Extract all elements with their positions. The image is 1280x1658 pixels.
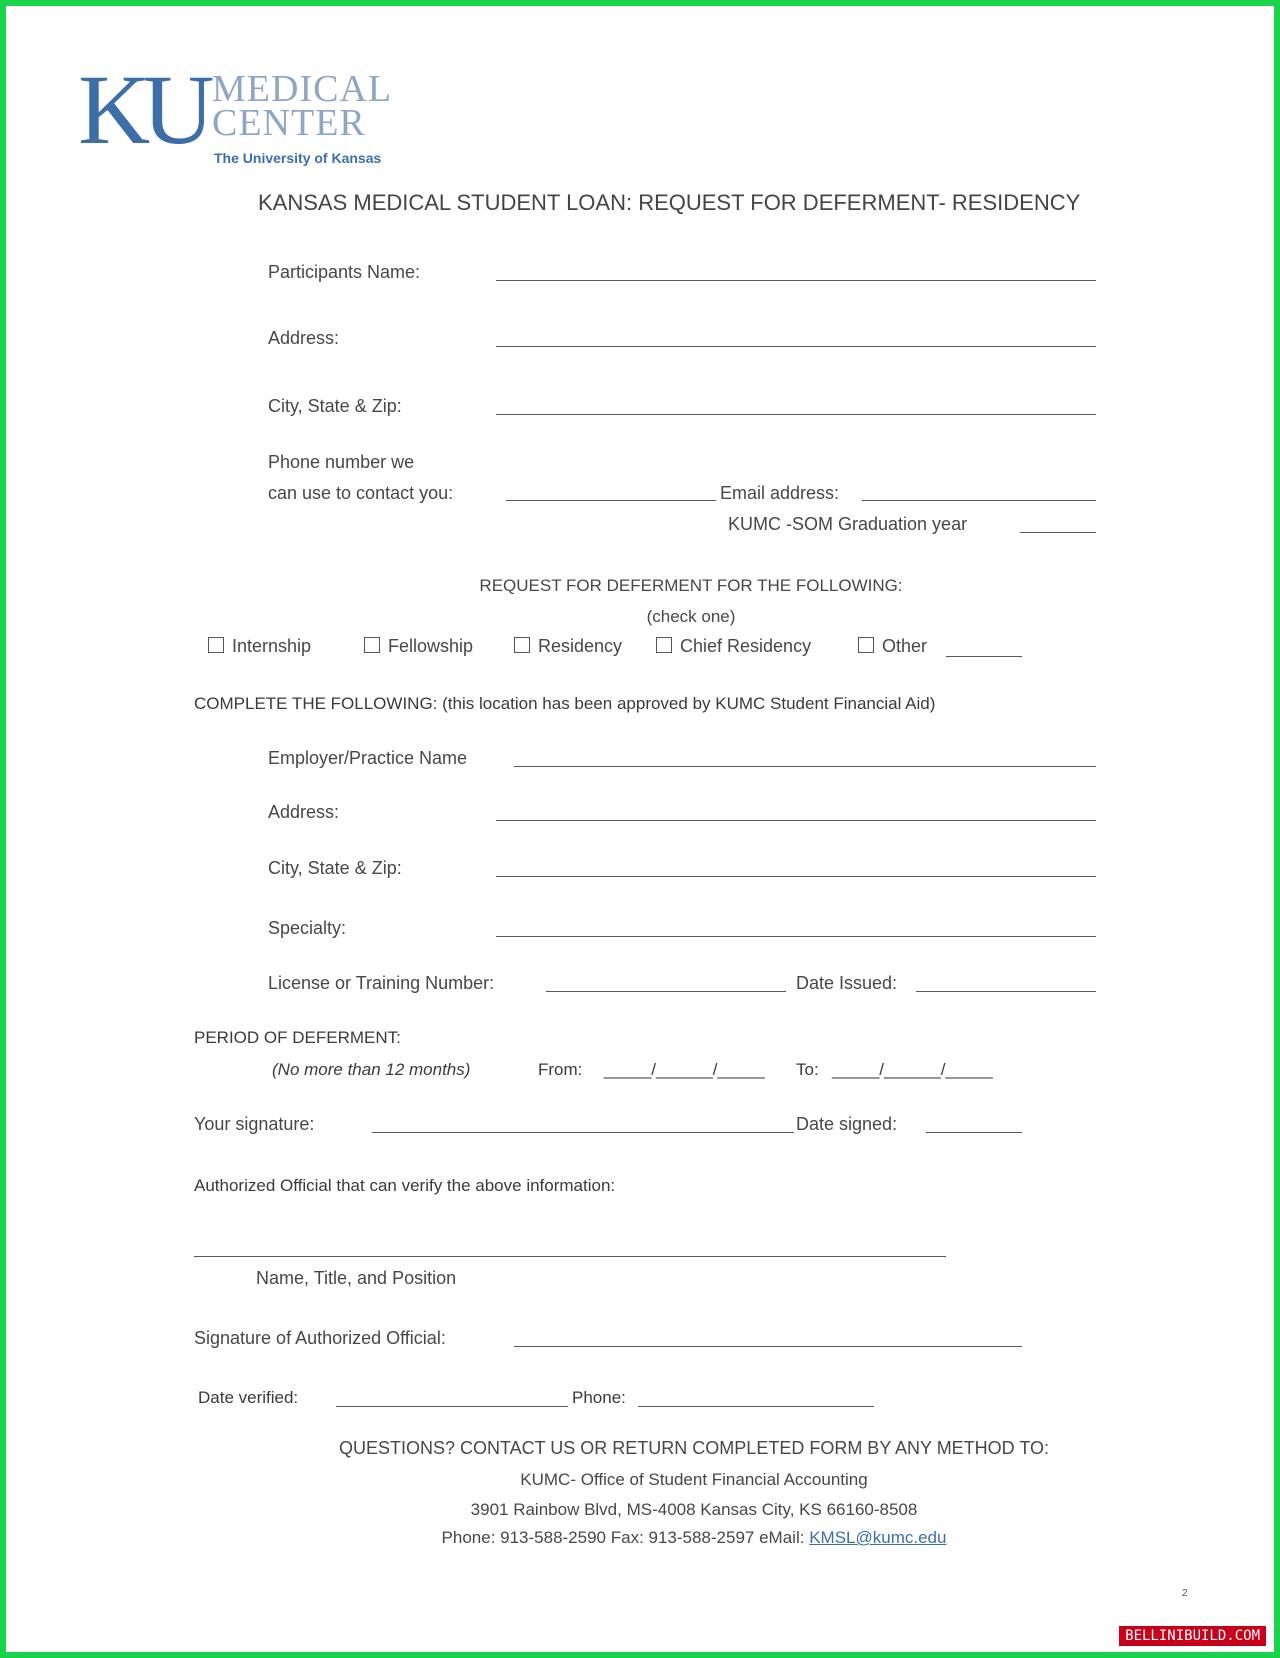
official-signature-label: Signature of Authorized Official:: [194, 1328, 446, 1348]
email-field[interactable]: [862, 500, 1096, 501]
graduation-year-field[interactable]: [1020, 532, 1096, 533]
employer-city-label: City, State & Zip:: [268, 858, 402, 878]
email-label: Email address:: [720, 483, 840, 503]
checkbox-other[interactable]: [858, 637, 874, 653]
license-label: License or Training Number:: [268, 973, 495, 993]
complete-section: [194, 694, 935, 714]
date-verified-field[interactable]: [336, 1406, 568, 1407]
option-other[interactable]: [858, 636, 927, 657]
logo-line-2: CENTER: [212, 102, 366, 144]
phone-field[interactable]: [506, 500, 716, 501]
page-number: 2: [1182, 1588, 1188, 1599]
option-internship-label: Internship: [232, 636, 312, 656]
participant-city-field[interactable]: [496, 414, 1096, 415]
checkbox-chief-residency[interactable]: [656, 637, 672, 653]
option-chief-residency-label: Chief Residency: [680, 636, 812, 656]
official-signature-field[interactable]: [514, 1346, 1022, 1347]
option-residency-label: Residency: [538, 636, 623, 656]
official-phone-field[interactable]: [638, 1406, 874, 1407]
official-name-field[interactable]: [194, 1256, 946, 1257]
graduation-year-label: KUMC -SOM Graduation year: [728, 514, 968, 534]
official-name-caption: Name, Title, and Position: [256, 1268, 457, 1288]
employer-field[interactable]: [514, 766, 1096, 767]
logo-line-1: MEDICAL: [212, 68, 393, 110]
date-issued-label: Date Issued:: [796, 973, 898, 993]
contact-email-link[interactable]: KMSL@kumc.edu: [809, 1528, 947, 1547]
employer-city-field[interactable]: [496, 876, 1096, 877]
date-signed-label: Date signed:: [796, 1114, 898, 1134]
request-heading: REQUEST FOR DEFERMENT FOR THE FOLLOWING:: [479, 576, 903, 595]
option-fellowship-label: Fellowship: [388, 636, 474, 656]
period-heading: PERIOD OF DEFERMENT:: [194, 1028, 401, 1047]
watermark: BELLINIBUILD.COM: [1119, 1626, 1266, 1646]
contact-address: 3901 Rainbow Blvd, MS-4008 Kansas City, KS 66160-8508: [470, 1500, 918, 1519]
option-internship[interactable]: [208, 636, 311, 657]
other-field[interactable]: [946, 656, 1022, 657]
official-heading: Authorized Official that can verify the above information:: [194, 1176, 616, 1195]
option-other-label: Other: [882, 636, 928, 656]
option-fellowship[interactable]: [364, 636, 473, 657]
contact-heading: QUESTIONS? CONTACT US OR RETURN COMPLETED FORM BY ANY METHOD TO:: [338, 1438, 1050, 1458]
date-signed-field[interactable]: [926, 1132, 1022, 1133]
option-chief-residency[interactable]: [656, 636, 811, 657]
phone-label-line-2: can use to contact you:: [268, 483, 454, 503]
participant-address-label: Address:: [268, 328, 340, 348]
logo-mark: KU: [78, 54, 207, 165]
checkbox-fellowship[interactable]: [364, 637, 380, 653]
date-issued-field[interactable]: [916, 991, 1096, 992]
your-signature-field[interactable]: [372, 1132, 794, 1133]
request-subheading: (check one): [646, 607, 736, 626]
checkbox-internship[interactable]: [208, 637, 224, 653]
complete-heading: COMPLETE THE FOLLOWING:: [194, 694, 438, 713]
form-title: KANSAS MEDICAL STUDENT LOAN: REQUEST FOR DEFERMENT- RESIDENCY: [258, 190, 1081, 215]
employer-address-label: Address:: [268, 802, 340, 822]
participant-name-field[interactable]: [496, 280, 1096, 281]
contact-phone-fax: [306, 1528, 1082, 1548]
complete-note: (this location has been approved by KUMC Student Financial Aid): [442, 694, 936, 713]
period-from-label: From:: [538, 1060, 583, 1079]
employer-label: Employer/Practice Name: [268, 748, 468, 768]
your-signature-label: Your signature:: [194, 1114, 315, 1134]
employer-address-field[interactable]: [496, 820, 1096, 821]
logo-subtitle: The University of Kansas: [214, 150, 382, 166]
specialty-label: Specialty:: [268, 918, 347, 938]
period-to-label: To:: [796, 1060, 819, 1079]
license-field[interactable]: [546, 991, 786, 992]
contact-office: KUMC- Office of Student Financial Accounting: [520, 1470, 868, 1489]
date-verified-label: Date verified:: [198, 1388, 299, 1407]
phone-label-line-1: Phone number we: [268, 452, 415, 472]
period-to-field[interactable]: _____/______/_____: [832, 1060, 993, 1079]
official-phone-label: Phone:: [572, 1388, 626, 1407]
checkbox-residency[interactable]: [514, 637, 530, 653]
contact-phone-fax-text: Phone: 913-588-2590 Fax: 913-588-2597 eMail:: [441, 1528, 805, 1547]
ku-medical-center-logo: [78, 54, 438, 171]
participant-address-field[interactable]: [496, 346, 1096, 347]
participant-name-label: Participants Name:: [268, 262, 421, 282]
participant-city-label: City, State & Zip:: [268, 396, 402, 416]
option-residency[interactable]: [514, 636, 622, 657]
period-note: (No more than 12 months): [272, 1060, 471, 1079]
period-from-field[interactable]: _____/______/_____: [604, 1060, 765, 1079]
specialty-field[interactable]: [496, 936, 1096, 937]
